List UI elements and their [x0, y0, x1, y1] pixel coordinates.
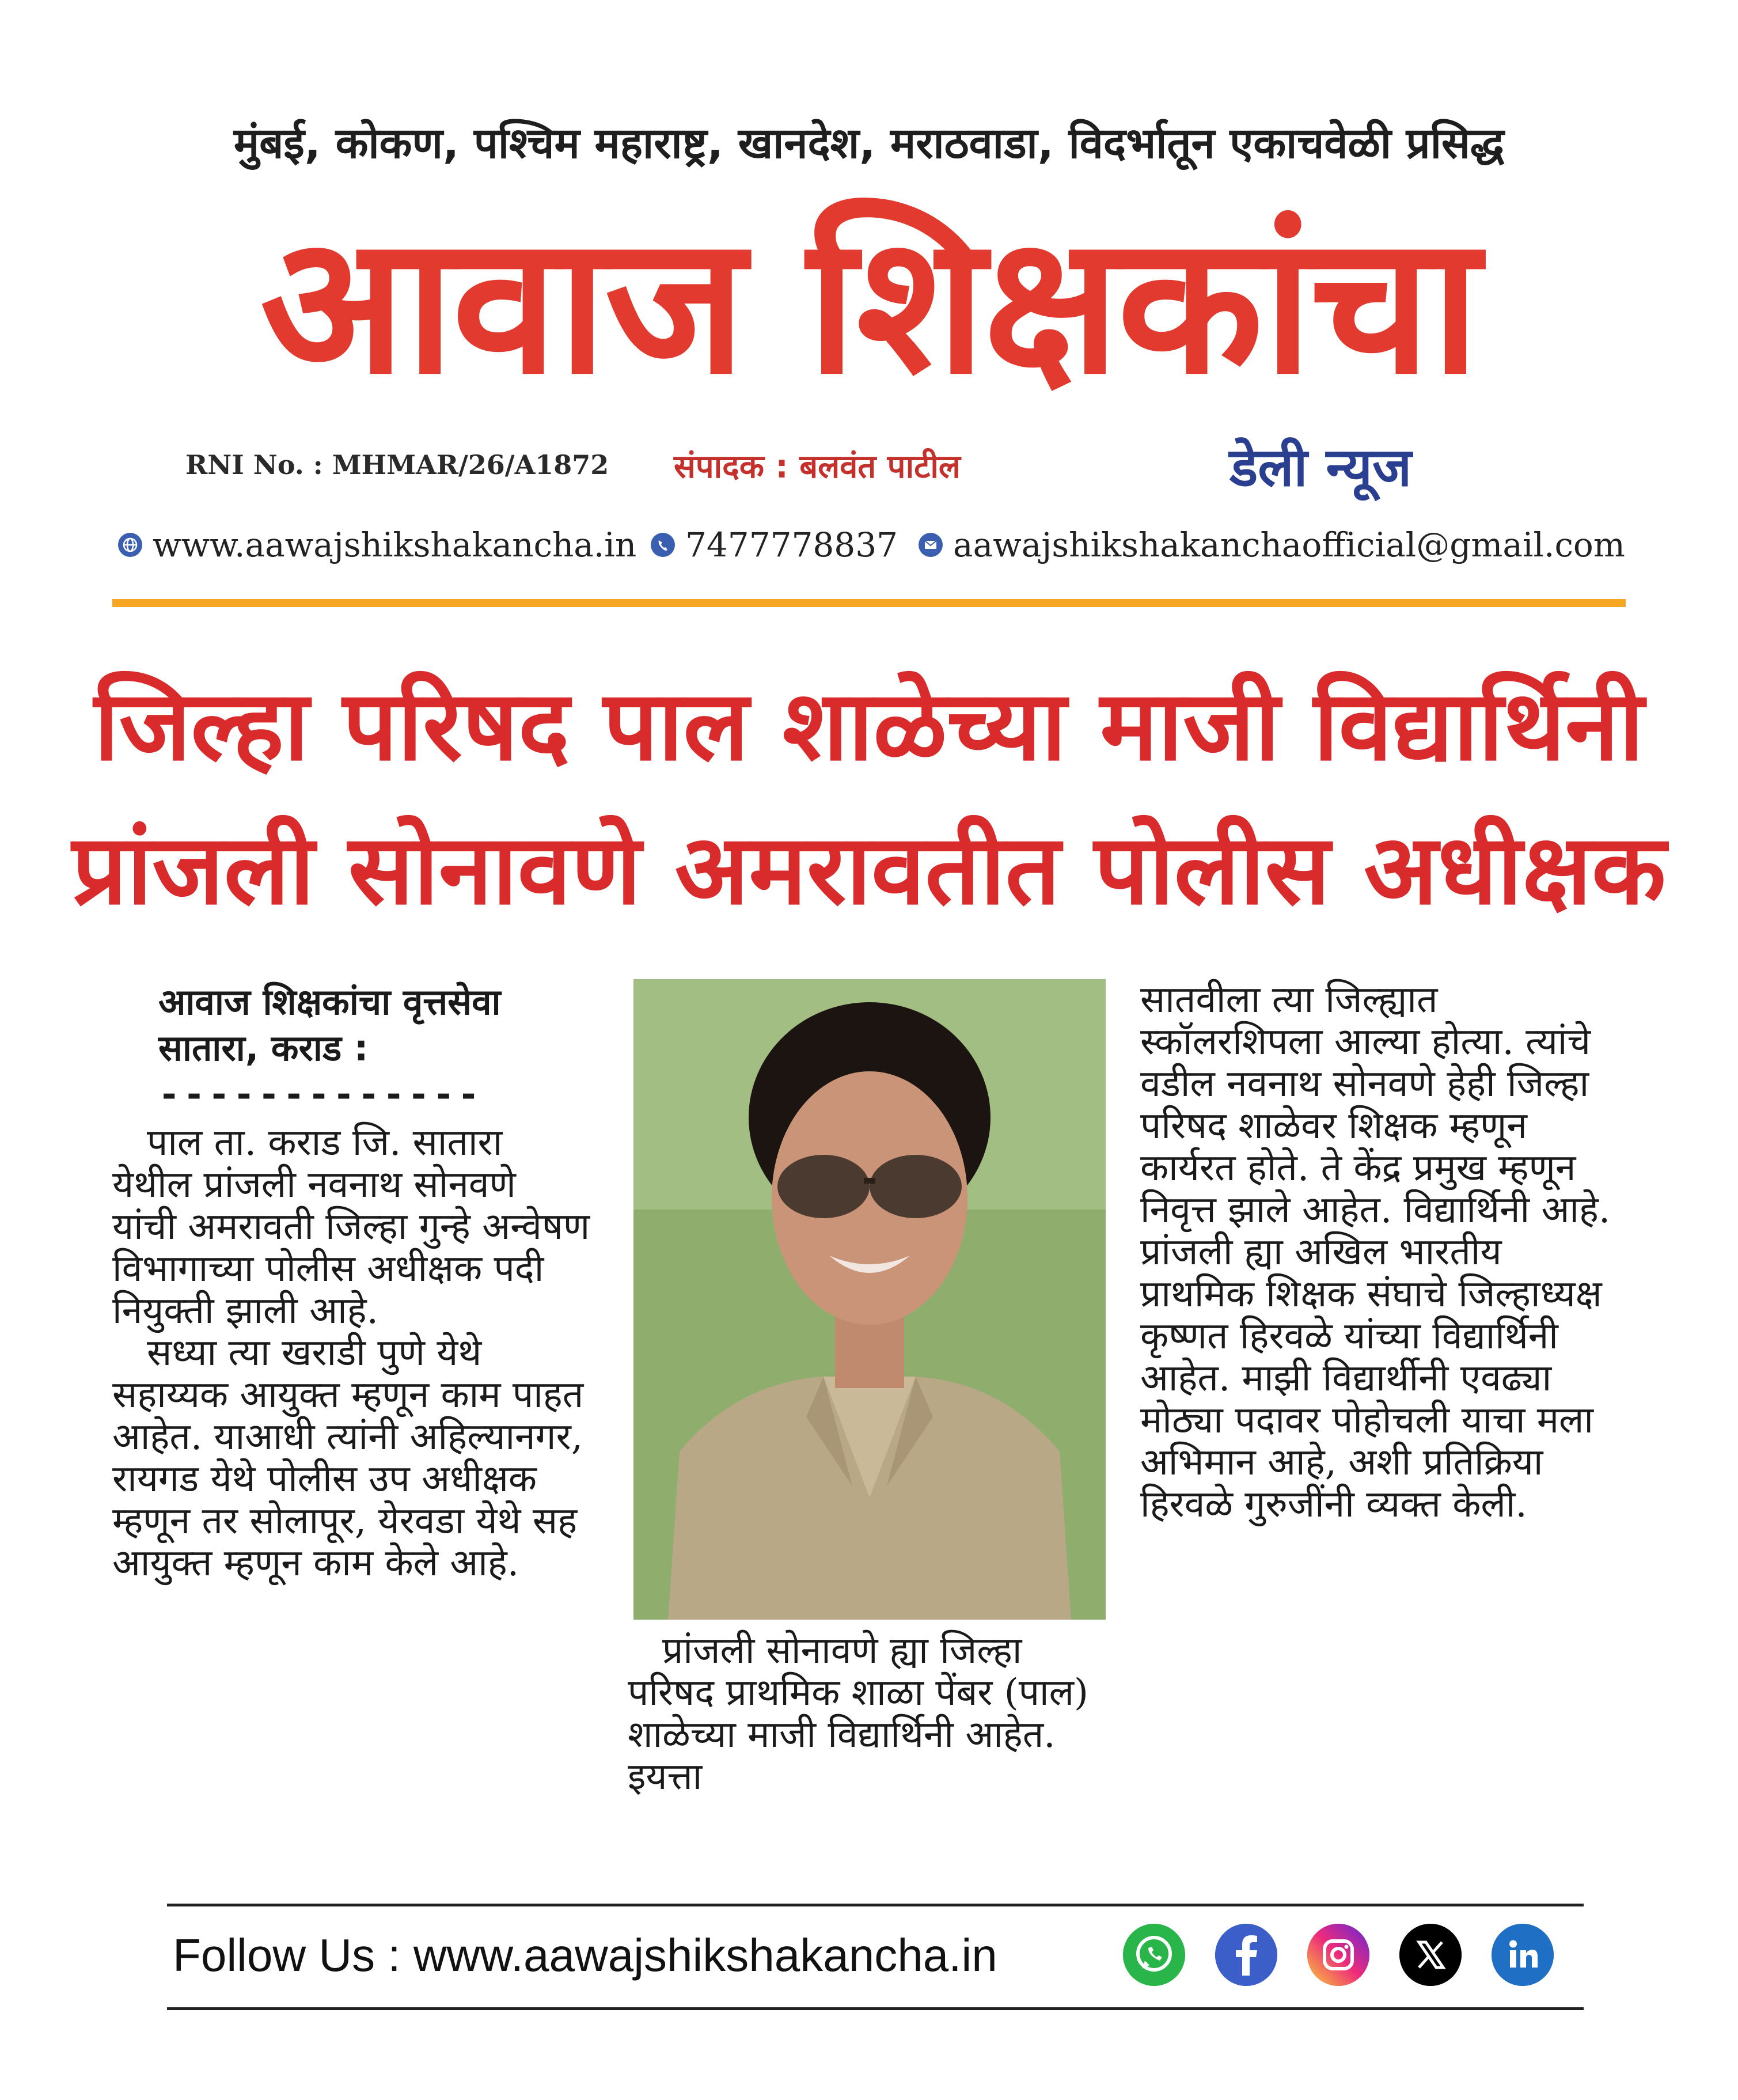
mail-icon	[919, 533, 943, 557]
article-photo	[633, 979, 1106, 1620]
masthead-title: आवाज शिक्षकांचा	[260, 195, 1478, 416]
column-1-paragraph-2: सध्या त्या खराडी पुणे येथे सहाय्यक आयुक्त म्हणून काम पाहत आहेत. याआधी त्यांनी अहिल्यानगर, रायगड येथे पोलीस उप अधीक्षक म्हणून तर सोलापूर, येरवडा येथे सह आयुक्त म्हणून काम केले आहे.	[112, 1332, 584, 1585]
website-text: www.aawajshikshakancha.in	[153, 525, 637, 564]
footer-top-rule	[167, 1904, 1584, 1906]
tagline: मुंबई, कोकण, पश्चिम महाराष्ट्र, खानदेश, मराठवाडा, विदर्भातून एकाचवेळी प्रसिद्ध	[233, 119, 1505, 168]
headline-line-1: जिल्हा परिषद पाल शाळेच्या माजी विद्यार्थिनी	[94, 669, 1644, 782]
header-divider	[112, 599, 1626, 607]
article-column-2	[628, 1630, 1111, 1798]
facebook-icon[interactable]	[1215, 1924, 1277, 1986]
editor-credit: संपादक : बलवंत पाटील	[674, 448, 961, 486]
whatsapp-icon[interactable]	[1123, 1924, 1185, 1986]
email-contact[interactable]	[919, 525, 1625, 564]
phone-contact[interactable]	[651, 525, 898, 564]
phone-icon	[651, 533, 675, 557]
article-column-1	[112, 979, 590, 1585]
phone-text: 7477778837	[685, 525, 898, 564]
x-icon[interactable]	[1399, 1924, 1462, 1986]
instagram-icon[interactable]	[1307, 1924, 1369, 1986]
column-1-paragraph-1: पाल ता. कराड जि. सातारा येथील प्रांजली नवनाथ सोनवणे यांची अमरावती जिल्हा गुन्हे अन्वेषण विभागाच्या पोलीस अधीक्षक पदी नियुक्ती झाली आहे.	[112, 1121, 590, 1332]
follow-us-text[interactable]: Follow Us : www.aawajshikshakancha.in	[173, 1930, 997, 1981]
footer-bottom-rule	[167, 2007, 1584, 2010]
headline-line-2: प्रांजली सोनावणे अमरावतीत पोलीस अधीक्षक	[72, 813, 1666, 926]
column-3-paragraph: सातवीला त्या जिल्ह्यात स्कॉलरशिपला आल्या होत्या. त्यांचे वडील नवनाथ सोनवणे हेही जिल्हा परिषद शाळेवर शिक्षक म्हणून कार्यरत होते. ते केंद्र प्रमुख म्हणून निवृत्त झाले आहेत. विद्यार्थिनी आहे. प्रांजली ह्या अखिल भारतीय प्राथमिक शिक्षक संघाचे जिल्हाध्यक्ष कृष्णत हिरवळे यांच्या विद्यार्थिनी आहेत. माझी विद्यार्थीनी एवढ्या मोठ्या पदावर पोहोचली याचा मला अभिमान आहे, अशी प्रतिक्रिया हिरवळे गुरुजींनी व्यक्त केली.	[1140, 979, 1611, 1526]
edition-label: डेली न्यूज	[1229, 437, 1412, 498]
byline-location: सातारा, कराड :	[158, 1027, 369, 1069]
globe-icon	[118, 533, 142, 557]
article-column-3	[1140, 979, 1612, 1526]
linkedin-icon[interactable]	[1492, 1924, 1554, 1986]
email-text: aawajshikshakanchaofficial@gmail.com	[953, 525, 1625, 564]
column-2-paragraph: प्रांजली सोनावणे ह्या जिल्हा परिषद प्राथमिक शाळा पेंबर (पाल) शाळेच्या माजी विद्यार्थिनी आहेत. इयत्ता	[628, 1629, 1088, 1798]
website-contact[interactable]	[118, 525, 636, 564]
byline-agency: आवाज शिक्षकांचा वृत्तसेवा	[158, 981, 501, 1023]
rni-number: RNI No. : MHMAR/26/A1872	[185, 449, 609, 480]
byline-separator: -------------	[158, 1073, 483, 1115]
